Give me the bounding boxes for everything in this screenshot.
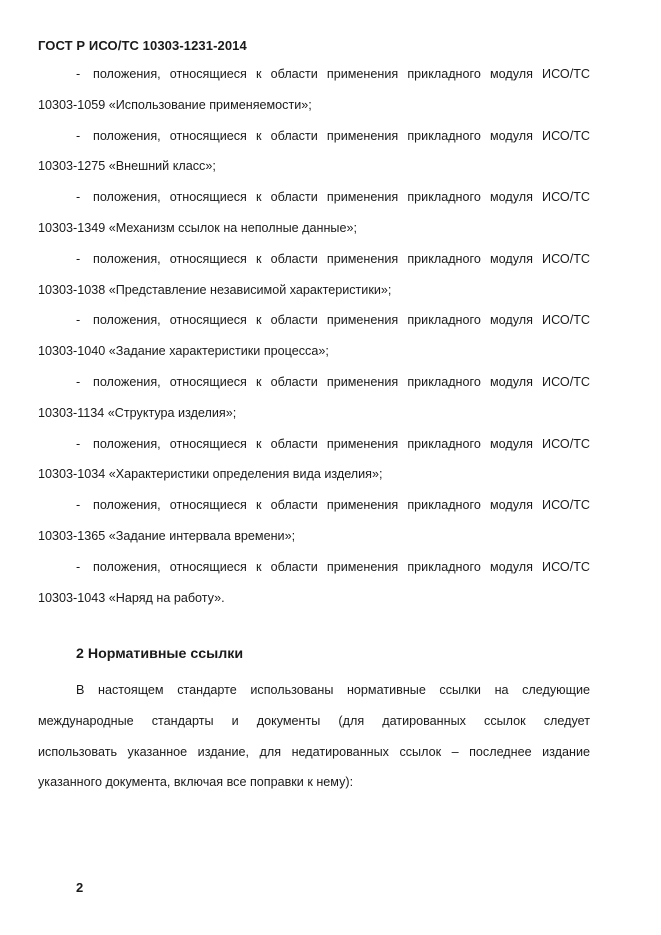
list-item-text: положения, относящиеся к области применения прикладного модуля ИСО/ТС	[93, 436, 590, 451]
list-item	[38, 367, 590, 429]
list-item-text: положения, относящиеся к области применения прикладного модуля ИСО/ТС	[93, 190, 590, 205]
list-item	[38, 490, 590, 552]
list-item-reference: 10303-1349 «Механизм ссылок на неполные данные»;	[38, 220, 357, 235]
list-dash: -	[76, 190, 81, 205]
list-dash: -	[76, 374, 81, 389]
page-number: 2	[76, 880, 84, 895]
list-dash: -	[76, 251, 81, 266]
list-item	[38, 182, 590, 244]
list-dash: -	[76, 128, 81, 143]
list-item	[38, 244, 590, 306]
list-item-reference: 10303-1365 «Задание интервала времени»;	[38, 528, 296, 543]
section-heading: 2 Нормативные ссылки	[76, 646, 244, 662]
list-item-text: положения, относящиеся к области применения прикладного модуля ИСО/ТС	[93, 313, 590, 328]
list-dash: -	[76, 559, 81, 574]
list-item-text: положения, относящиеся к области применения прикладного модуля ИСО/ТС	[93, 67, 590, 81]
list-item-text: положения, относящиеся к области применения прикладного модуля ИСО/ТС	[93, 498, 590, 513]
list-item-text: положения, относящиеся к области применения прикладного модуля ИСО/ТС	[93, 251, 590, 266]
list-item	[38, 429, 590, 491]
document-header: ГОСТ Р ИСО/ТС 10303-1231-2014	[38, 38, 247, 53]
list-item	[38, 121, 590, 183]
list-item	[38, 59, 590, 121]
list-dash: -	[76, 498, 81, 513]
list-item-reference: 10303-1275 «Внешний класс»;	[38, 159, 216, 174]
list-item-reference: 10303-1038 «Представление независимой характеристики»;	[38, 282, 392, 297]
list-item-text: положения, относящиеся к области применения прикладного модуля ИСО/ТС	[93, 559, 590, 574]
section-paragraph	[38, 675, 590, 798]
paragraph-line: указанного документа, включая все поправки к нему):	[38, 775, 354, 790]
list-item-reference: 10303-1034 «Характеристики определения вида изделия»;	[38, 467, 383, 482]
paragraph-line: использовать указанное издание, для недатированных ссылок – последнее издание	[38, 744, 590, 759]
list-dash: -	[76, 436, 81, 451]
paragraph-line: В настоящем стандарте использованы нормативные ссылки на следующие	[76, 683, 590, 697]
list-item	[38, 305, 590, 367]
list-item	[38, 552, 590, 614]
list-item-reference: 10303-1040 «Задание характеристики процесса»;	[38, 344, 329, 359]
list-dash: -	[76, 313, 81, 328]
scope-list	[38, 59, 590, 613]
paragraph-line: международные стандарты и документы (для датированных ссылок следует	[38, 713, 590, 728]
list-item-reference: 10303-1059 «Использование применяемости»;	[38, 97, 312, 112]
list-item-text: положения, относящиеся к области применения прикладного модуля ИСО/ТС	[93, 128, 590, 143]
list-item-reference: 10303-1134 «Структура изделия»;	[38, 405, 237, 420]
list-dash: -	[76, 67, 81, 81]
list-item-reference: 10303-1043 «Наряд на работу».	[38, 590, 225, 605]
list-item-text: положения, относящиеся к области применения прикладного модуля ИСО/ТС	[93, 374, 590, 389]
